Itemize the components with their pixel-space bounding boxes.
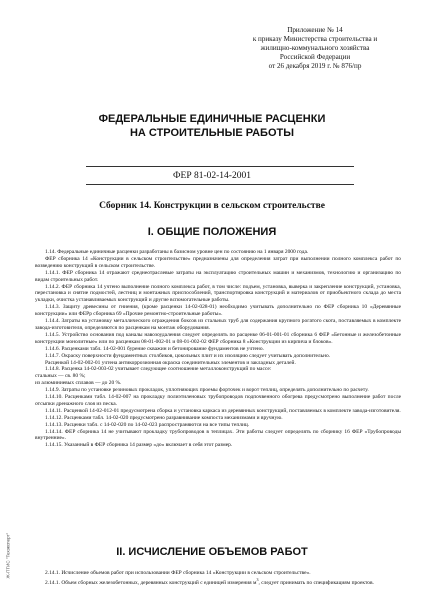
paragraph: 1.14.10. Расценками табл. 14-02-007 на прокладку полиэтиленовых трубопроводов подпочвенного обогрева предусмотрено выполнение работ после отсыпки дренажного слоя из песка. [35, 394, 401, 407]
divider-bottom [86, 184, 354, 185]
paragraph: 1.14.4. Затраты на установку металлического ограждения боксов из стальных труб для содержания крупного рогатого скота, поставляемых в комплекте завода-изготовителя, определяются по расценкам на монтаж оборудования. [35, 318, 401, 331]
paragraph-text: 2.14.1. Объем сборных железобетонных, деревянных конструкций с единицей измерения м [45, 579, 257, 586]
paragraph: Расценкой 14-02-002-01 учтена антикоррозионная окраска соединительных элементов и закладных деталей. [45, 359, 296, 366]
appendix-header [220, 26, 410, 71]
paragraph-text-tail: , следует принимать по спецификациям проектов. [258, 579, 374, 586]
paragraph: 1.14.13. Расценки табл. с 14-02-020 по 14-02-023 распространяются на все типы теплиц. [45, 421, 250, 428]
section-2-heading: II. ИСЧИСЛЕНИЕ ОБЪЕМОВ РАБОТ [116, 546, 308, 558]
document-code: ФЕР 81-02-14-2001 [173, 171, 251, 181]
appendix-line-4: Российской Федерации [279, 53, 351, 61]
paragraph: 1.14.9. Затраты по установке резиновых прокладок, уплотняющих проемы форточек и ворот теплиц, определять дополнительно по расчету. [45, 387, 369, 394]
paragraph: 1.14.14. ФЕР сборника 14 не учитывают прокладку трубопроводов в теплицах. Эти работы следует определять по сборнику 16 ФЕР «Трубопроводы внутренние». [35, 428, 401, 442]
paragraph: 1.14.3. Защиту древесины от гниения, (кроме расценки 14-02-028-01) необходимо учитывать дополнительно по ФЕР сборника 10 «Деревянные конструкции» или ФЕРр сборника 69 «Прочие ремонтно-строительные работы». [35, 304, 401, 318]
paragraph: 1.14.8. Расценка 14-02-003-02 учитывает следующее соотношение металлоконструкций по массе: [45, 366, 272, 373]
paragraph: 1.14. Федеральные единичные расценки разработаны в базисном уровне цен по состоянию на 1 января 2000 года. [45, 249, 309, 255]
section-2-body [35, 570, 401, 587]
paragraph: 1.14.5. Устройство основания под каналы навозоудаления следует определять по расценке 06-01-001-01 сборника 6 ФЕР «Бетонные и железобетонные конструкции монолитные» или по расценкам 08-01-002-01 и 08-01-002-02 ФЕР сборника 8 «Конструкции из кирпича и блоков». [35, 331, 401, 345]
paragraph: 1.14.7. Окраску поверхности фундаментных столбиков, цокольных плит и их изоляцию следует учитывать дополнительно. [45, 352, 331, 359]
paragraph: 1.14.6. Расценками табл. 14-02-001 бурение скважин и бетонирование фундаментов не учтено. [45, 345, 264, 352]
appendix-line-3: жилищно-коммунального хозяйства [260, 44, 370, 52]
paragraph: 1.14.2. ФЕР сборника 14 учтено выполнение полного комплекса работ, в том числе: подъем, установка, выверка и закрепление конструкций, установка, перестановка и снятие подмостей, лестниц и монтажных приспособлений, транспортировка конструкций и материалов от приобъектного склада до места укладки, очистка устанавливаемых конструкций и другие вспомогательные работы. [35, 283, 401, 304]
section-1-heading: I. ОБЩИЕ ПОЛОЖЕНИЯ [147, 226, 277, 238]
document-title-line-2: НА СТРОИТЕЛЬНЫЕ РАБОТЫ [129, 127, 295, 139]
appendix-line-1: Приложение № 14 [287, 26, 343, 34]
paragraph: стальных — св. 80 %; [35, 373, 86, 380]
appendix-line-5: от 26 декабря 2019 г. № 876/пр [268, 62, 362, 70]
superscript: 3 [256, 576, 259, 582]
section-1-body [35, 249, 401, 449]
watermark: Ж-ПТИС "Техэксперт" [5, 532, 11, 579]
divider-top [86, 166, 354, 167]
appendix-line-2: к приказу Министерства строительства и [252, 35, 378, 43]
paragraph: ФЕР сборника 14 «Конструкции в сельском строительстве» предназначены для определения затрат при выполнении полного комплекса работ по возведению конструкций в сельском строительстве. [35, 255, 401, 269]
collection-title: Сборник 14. Конструкции в сельском строительстве [99, 201, 325, 211]
paragraph [35, 577, 401, 587]
paragraph: 2.14.1. Исчисление объемов работ при использовании ФЕР сборника 14 «Конструкции в сельском строительстве». [45, 570, 311, 576]
paragraph: 1.14.1. ФЕР сборника 14 отражают среднеотраслевые затраты на эксплуатацию строительных машин и механизмов, технологию и организацию по видам строительных работ. [35, 269, 401, 283]
paragraph: 1.14.15. Указанный в ФЕР сборника 14 размер «до» включает в себя этот размер. [45, 442, 233, 449]
document-title-line-1: ФЕДЕРАЛЬНЫЕ ЕДИНИЧНЫЕ РАСЦЕНКИ [98, 113, 326, 125]
paragraph: из алюминиевых сплавов — до 20 %. [35, 380, 122, 387]
paragraph: 1.14.12. Расценками табл. 14-02-020 предусмотрено разравнивание компоста механизмами и вручную. [45, 414, 283, 421]
paragraph: 1.14.11. Расценкой 14-02-012-01 предусмотрена сборка и установка каркаса из деревянных конструкций, поставляемых в комплекте завода-изготовителя. [45, 407, 401, 414]
